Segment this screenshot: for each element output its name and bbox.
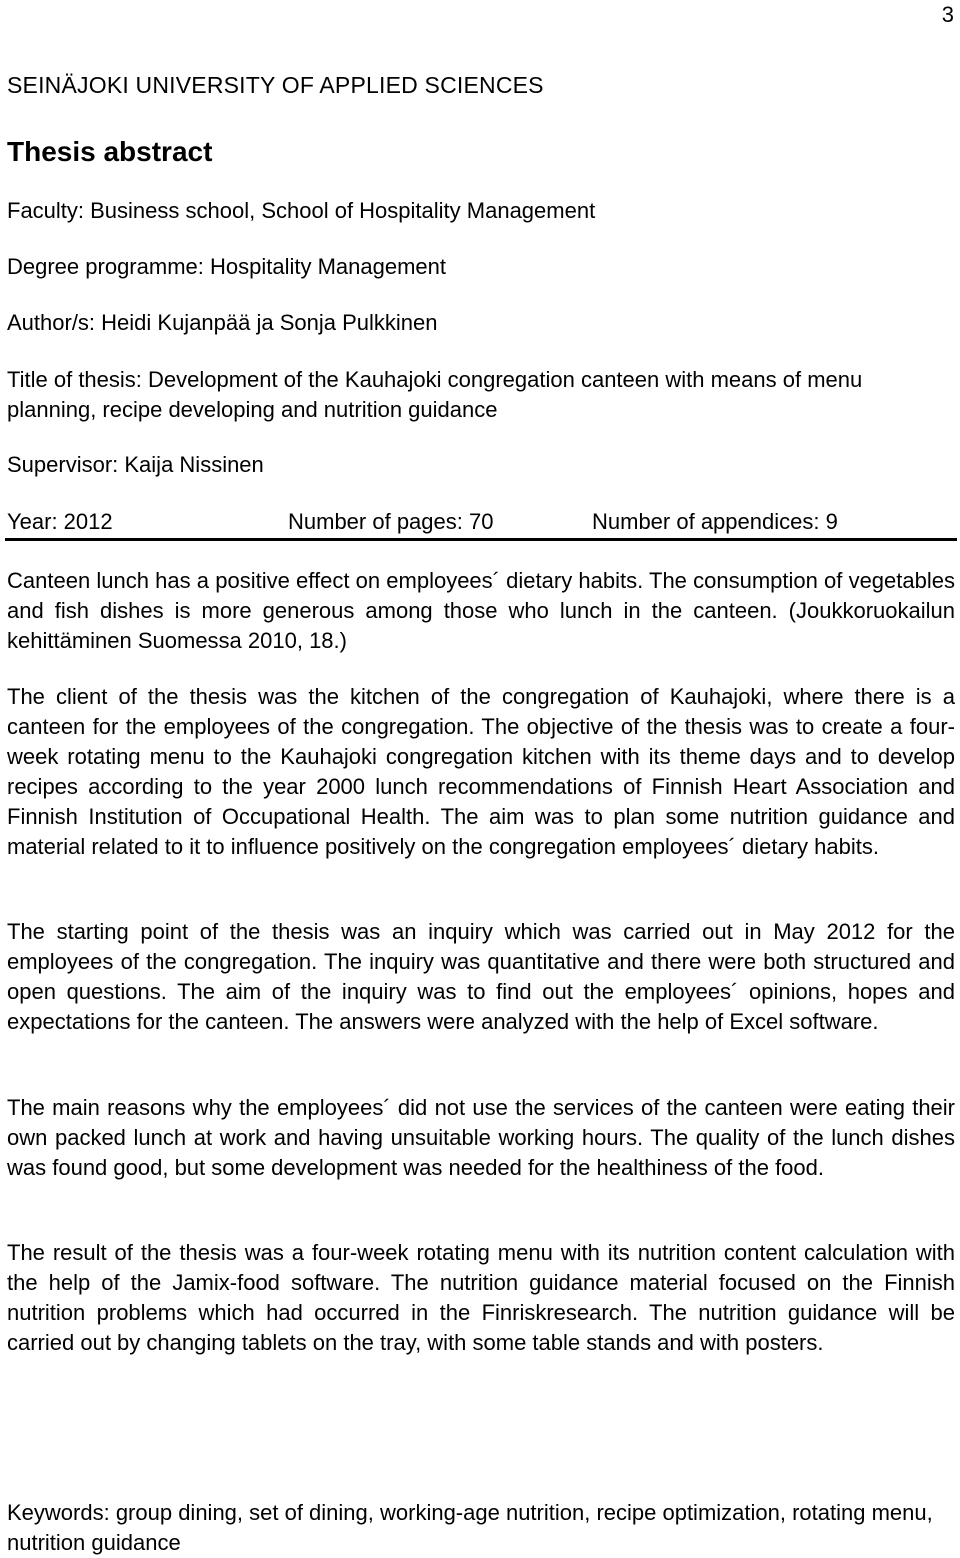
abstract-paragraph: The result of the thesis was a four-week rotating menu with its nutrition content calculation with the help of the Jamix-food software. The nutrition guidance material focused on the Finnish nutrition problems which had occurred in the Finriskresearch. The nutrition guidance will be carried out by changing tablets on the tray, with some table stands and with posters. (7, 1240, 955, 1355)
appendix-count-field: Number of appendices: 9 (592, 509, 838, 534)
abstract-paragraph: The starting point of the thesis was an inquiry which was carried out in May 2012 for the employees of the congregation. The inquiry was quantitative and there were both structured and open questions. The aim of the inquiry was to find out the employees´ opinions, hopes and expectations for the canteen. The answers were analyzed with the help of Excel software. (7, 919, 955, 1034)
degree-programme-field: Degree programme: Hospitality Management (7, 254, 446, 279)
thesis-title-field: Title of thesis: Development of the Kauhajoki congregation canteen with means of menu planning, recipe developing and nutrition guidance (7, 367, 863, 422)
page-title: Thesis abstract (7, 136, 213, 167)
faculty-field: Faculty: Business school, School of Hospitality Management (7, 198, 596, 223)
university-name: SEINÄJOKI UNIVERSITY OF APPLIED SCIENCES (7, 72, 544, 98)
authors-field: Author/s: Heidi Kujanpää ja Sonja Pulkkinen (7, 310, 438, 335)
abstract-paragraph: The client of the thesis was the kitchen of the congregation of Kauhajoki, where there is a canteen for the employees of the congregation. The objective of the thesis was to create a four-week rotating menu to the Kauhajoki congregation kitchen with its theme days and to develop recipes according to the year 2000 lunch recommendations of Finnish Heart Association and Finnish Institution of Occupational Health. The aim was to plan some nutrition guidance and material related to it to influence positively on the congregation employees´ dietary habits. (7, 684, 955, 859)
section-divider (5, 538, 957, 541)
page-count-field: Number of pages: 70 (288, 509, 494, 534)
supervisor-field: Supervisor: Kaija Nissinen (7, 452, 264, 477)
year-field: Year: 2012 (7, 509, 113, 534)
abstract-paragraph: Canteen lunch has a positive effect on employees´ dietary habits. The consumption of vegetables and fish dishes is more generous among those who lunch in the canteen. (Joukkoruokailun kehittäminen Suomessa 2010, 18.) (7, 568, 955, 653)
thesis-stats-row (7, 507, 957, 537)
keywords-line: Keywords: group dining, set of dining, working-age nutrition, recipe optimization, rotating menu, nutrition guidance (7, 1500, 933, 1555)
abstract-paragraph: The main reasons why the employees´ did not use the services of the canteen were eating their own packed lunch at work and having unsuitable working hours. The quality of the lunch dishes was found good, but some development was needed for the healthiness of the food. (7, 1095, 955, 1180)
page-number: 3 (941, 2, 954, 27)
